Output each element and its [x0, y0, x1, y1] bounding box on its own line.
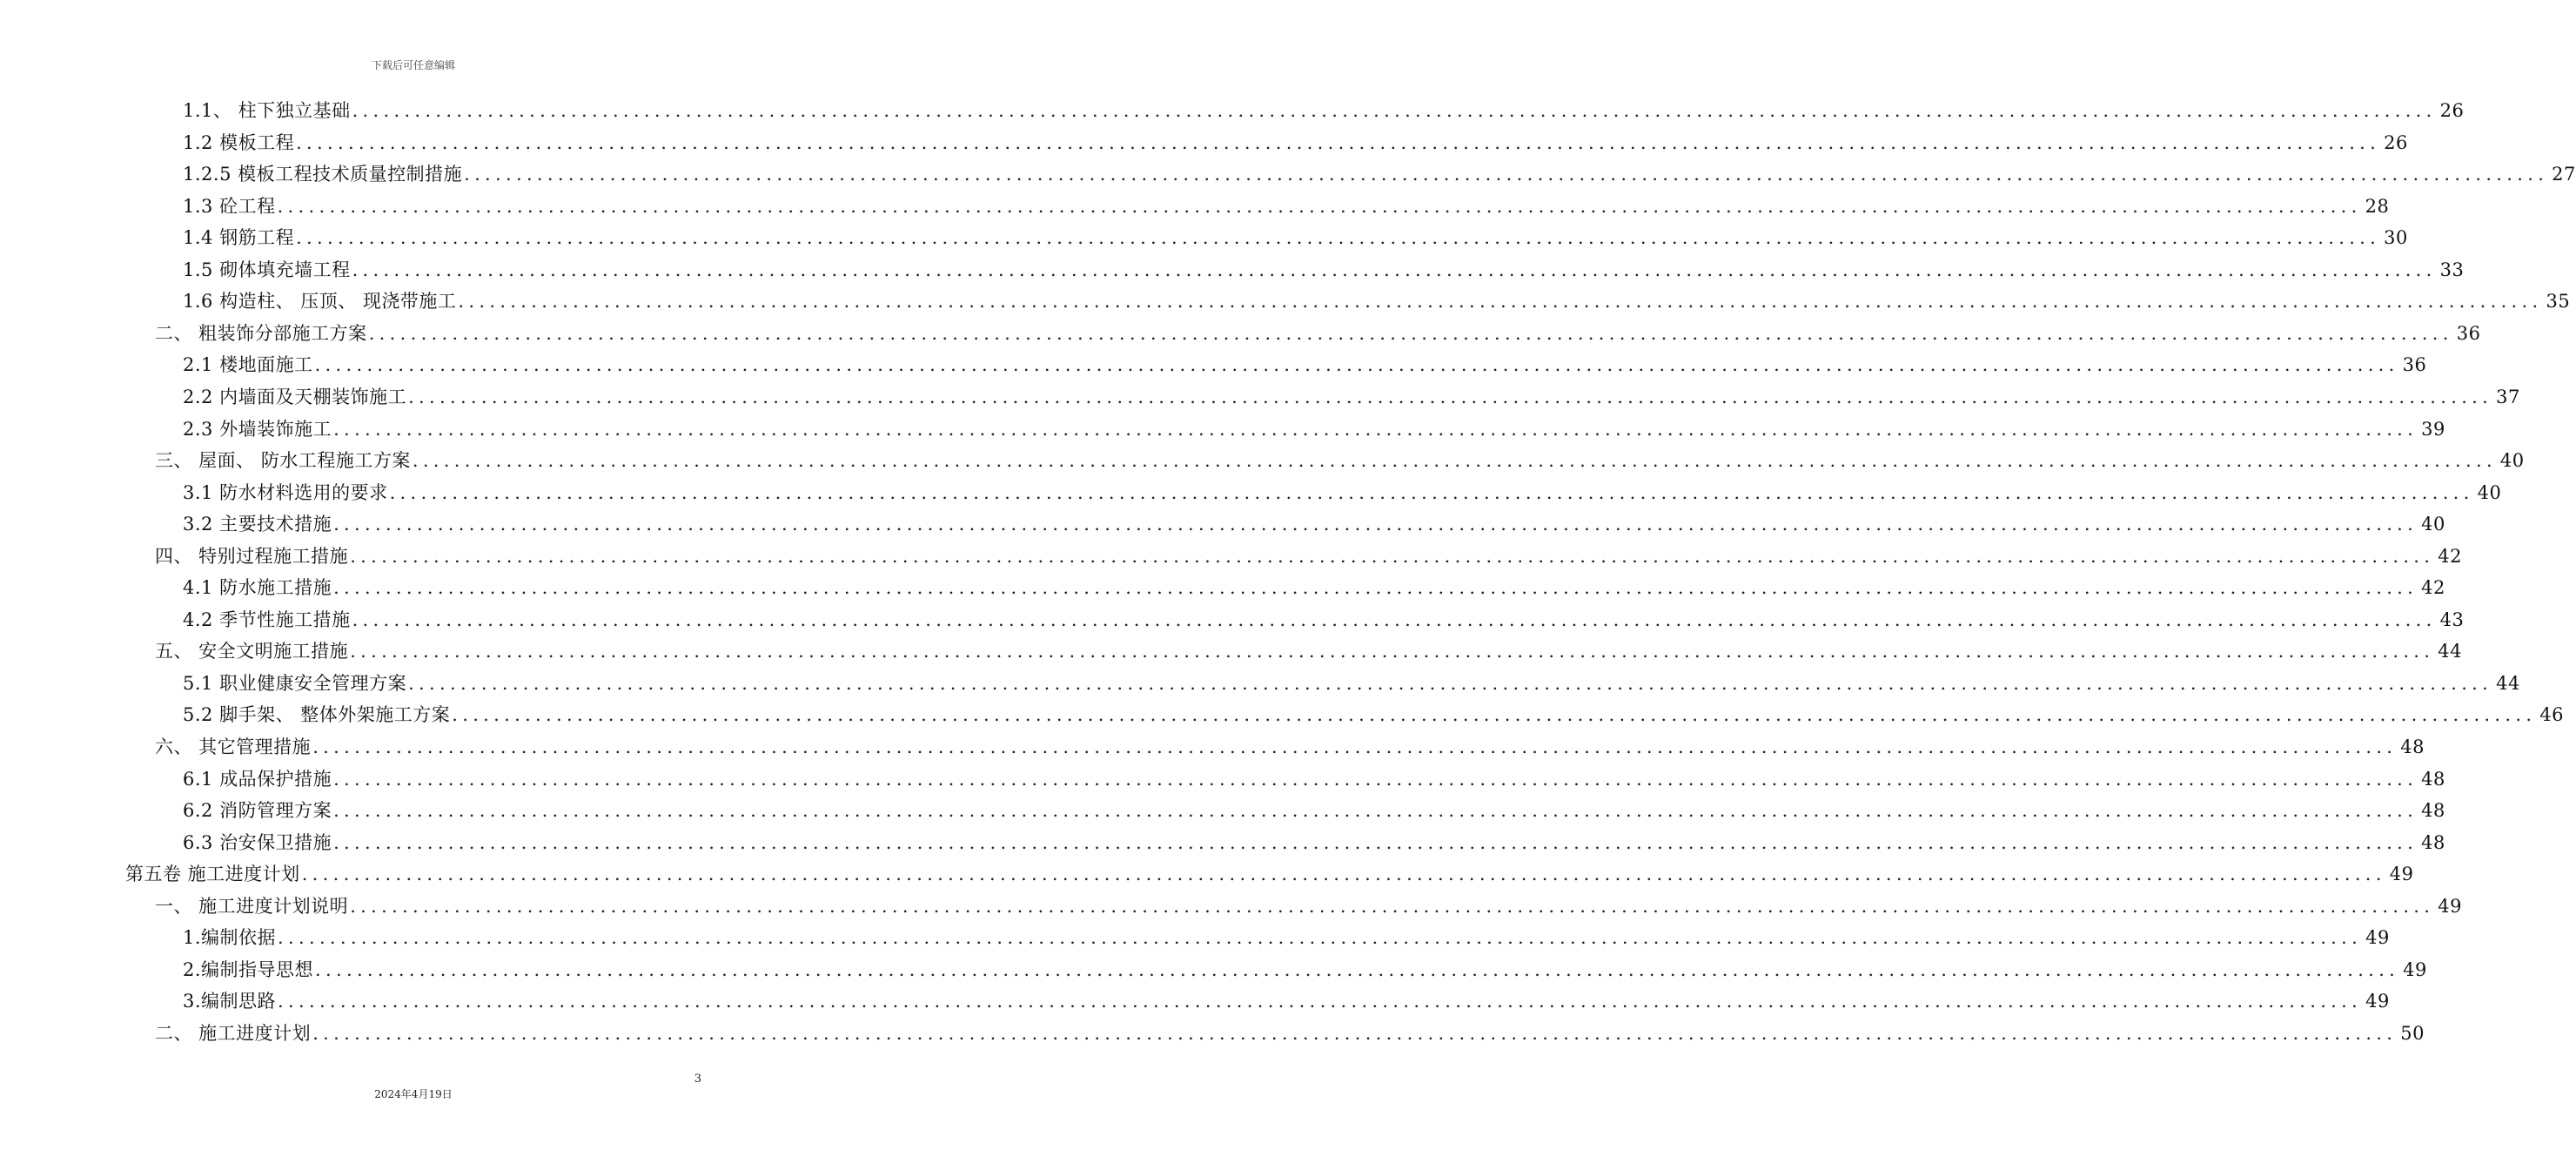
toc-entry: [183, 669, 2520, 696]
toc-entry-title: 5.1 职业健康安全管理方案: [183, 672, 407, 694]
toc-entry-page: 36: [2456, 322, 2481, 344]
toc-dot-leader: ........................................................................................................................................................................................................: [301, 864, 2386, 885]
toc-entry-page: 48: [2421, 800, 2445, 822]
toc-entry-page: 28: [2365, 195, 2390, 217]
toc-entry-page: 40: [2477, 481, 2502, 503]
toc-entry-page: 49: [2389, 864, 2414, 885]
toc-dot-leader: ........................................................................................................................................................................................................: [333, 514, 2418, 535]
toc-entry-title: 5.2 脚手架、 整体外架施工方案: [183, 704, 451, 726]
toc-entry: [155, 1019, 2425, 1046]
toc-entry-title: 二、 粗装饰分部施工方案: [155, 322, 367, 344]
toc-entry: [183, 574, 2445, 600]
toc-entry: [183, 924, 2390, 950]
toc-entry-page: 43: [2439, 609, 2465, 630]
toc-entry: [183, 510, 2445, 536]
toc-dot-leader: ........................................................................................................................................................................................................: [314, 354, 2399, 376]
toc-entry: [183, 797, 2445, 823]
toc-dot-leader: ........................................................................................................................................................................................................: [333, 577, 2418, 599]
toc-entry: [155, 319, 2481, 346]
toc-entry: [183, 224, 2408, 250]
toc-entry-title: 六、 其它管理措施: [155, 736, 312, 757]
toc-entry-page: 42: [2438, 545, 2462, 567]
toc-entry-title: 6.3 治安保卫措施: [183, 831, 332, 853]
toc-dot-leader: ........................................................................................................................................................................................................: [315, 958, 2400, 980]
toc-dot-leader: ........................................................................................................................................................................................................: [296, 227, 2381, 249]
toc-dot-leader: ........................................................................................................................................................................................................: [296, 131, 2381, 153]
toc-entry: [183, 192, 2390, 219]
toc-entry: [183, 351, 2427, 377]
toc-entry-page: 44: [2496, 672, 2520, 694]
toc-entry-title: 2.1 楼地面施工: [183, 354, 313, 376]
toc-entry-title: 1.2.5 模板工程技术质量控制措施: [183, 164, 463, 185]
toc-entry-page: 44: [2438, 641, 2462, 662]
toc-dot-leader: ........................................................................................................................................................................................................: [389, 481, 2474, 503]
toc-entry-page: 50: [2400, 1022, 2425, 1044]
toc-entry-title: 三、 屋面、 防水工程施工方案: [155, 450, 411, 472]
toc-entry: [155, 447, 2525, 473]
toc-dot-leader: ........................................................................................................................................................................................................: [312, 1022, 2398, 1044]
toc-entry: [183, 129, 2408, 155]
toc-dot-leader: ........................................................................................................................................................................................................: [350, 545, 2435, 567]
toc-dot-leader: ........................................................................................................................................................................................................: [333, 831, 2418, 853]
toc-entry-page: 49: [2365, 927, 2390, 949]
toc-dot-leader: ........................................................................................................................................................................................................: [464, 164, 2549, 185]
toc-entry-page: 40: [2421, 514, 2445, 535]
toc-entry-title: 1.3 砼工程: [183, 195, 276, 217]
toc-entry-title: 五、 安全文明施工措施: [155, 641, 349, 662]
toc-entry-page: 37: [2496, 386, 2520, 407]
toc-entry: [183, 701, 2565, 727]
toc-entry-page: 48: [2400, 736, 2425, 757]
toc-entry: [125, 860, 2414, 886]
page-footer-date: 2024年4月19日: [374, 1088, 453, 1100]
toc-entry: [183, 765, 2445, 791]
toc-entry-title: 6.1 成品保护措施: [183, 768, 332, 790]
toc-entry-page: 48: [2421, 768, 2445, 790]
toc-entry-page: 26: [2439, 100, 2465, 121]
toc-entry-title: 1.2 模板工程: [183, 131, 295, 153]
toc-dot-leader: ........................................................................................................................................................................................................: [312, 736, 2398, 757]
page-header: 下载后可任意编辑: [371, 59, 455, 71]
toc-entry: [183, 287, 2571, 313]
toc-entry-title: 四、 特别过程施工措施: [155, 545, 349, 567]
toc-dot-leader: ........................................................................................................................................................................................................: [452, 704, 2537, 726]
toc-entry-page: 48: [2421, 831, 2445, 853]
toc-entry-title: 第五卷 施工进度计划: [125, 864, 300, 885]
toc-dot-leader: ........................................................................................................................................................................................................: [333, 418, 2418, 440]
toc-entry-title: 二、 施工进度计划: [155, 1022, 312, 1044]
toc-entry-title: 3.编制思路: [183, 991, 277, 1012]
toc-entry-page: 36: [2402, 354, 2427, 376]
toc-dot-leader: ........................................................................................................................................................................................................: [278, 927, 2363, 949]
toc-dot-leader: ........................................................................................................................................................................................................: [352, 609, 2437, 630]
toc-entry: [155, 892, 2462, 918]
toc-entry-title: 2.编制指导思想: [183, 958, 314, 980]
toc-entry-title: 3.1 防水材料选用的要求: [183, 481, 388, 503]
toc-entry-title: 1.6 构造柱、 压顶、 现浇带施工: [183, 291, 457, 313]
toc-dot-leader: ........................................................................................................................................................................................................: [408, 672, 2493, 694]
toc-dot-leader: ........................................................................................................................................................................................................: [352, 259, 2437, 280]
toc-entry-title: 2.3 外墙装饰施工: [183, 418, 332, 440]
toc-dot-leader: ........................................................................................................................................................................................................: [278, 991, 2363, 1012]
toc-entry: [183, 256, 2465, 282]
toc-entry-page: 35: [2546, 291, 2571, 313]
toc-entry-title: 一、 施工进度计划说明: [155, 895, 349, 917]
toc-entry: [183, 829, 2445, 855]
toc-entry: [155, 542, 2462, 568]
toc-entry-title: 4.2 季节性施工措施: [183, 609, 351, 630]
toc-dot-leader: ........................................................................................................................................................................................................: [352, 100, 2437, 121]
toc-entry-title: 6.2 消防管理方案: [183, 800, 332, 822]
toc-dot-leader: ........................................................................................................................................................................................................: [277, 195, 2362, 217]
toc-entry-page: 40: [2499, 450, 2525, 472]
toc-entry: [155, 733, 2425, 759]
toc-entry: [183, 606, 2465, 632]
toc-entry: [183, 160, 2576, 186]
toc-entry-page: 49: [2365, 991, 2390, 1012]
toc-entry-title: 1.4 钢筋工程: [183, 227, 295, 249]
toc-dot-leader: ........................................................................................................................................................................................................: [412, 450, 2497, 472]
page-number: 3: [694, 1072, 701, 1086]
toc-entry-title: 1.5 砌体填充墙工程: [183, 259, 351, 280]
toc-entry-page: 46: [2539, 704, 2565, 726]
toc-entry: [155, 637, 2462, 663]
toc-entry-page: 33: [2439, 259, 2465, 280]
toc-dot-leader: ........................................................................................................................................................................................................: [350, 895, 2435, 917]
toc-dot-leader: ........................................................................................................................................................................................................: [408, 386, 2493, 407]
toc-dot-leader: ........................................................................................................................................................................................................: [368, 322, 2453, 344]
toc-dot-leader: ........................................................................................................................................................................................................: [458, 291, 2543, 313]
toc-dot-leader: ........................................................................................................................................................................................................: [333, 768, 2418, 790]
toc-entry-title: 3.2 主要技术措施: [183, 514, 332, 535]
toc-entry-title: 4.1 防水施工措施: [183, 577, 332, 599]
toc-entry: [183, 479, 2502, 505]
toc-entry-page: 39: [2421, 418, 2445, 440]
toc-entry-page: 27: [2552, 164, 2576, 185]
toc-dot-leader: ........................................................................................................................................................................................................: [350, 641, 2435, 662]
toc-entry-page: 42: [2421, 577, 2445, 599]
toc-entry: [183, 987, 2390, 1013]
toc-entry: [183, 383, 2520, 409]
toc-entry-title: 2.2 内墙面及天棚装饰施工: [183, 386, 407, 407]
toc-entry: [183, 415, 2445, 441]
toc-entry: [183, 97, 2465, 123]
toc-entry-title: 1.1、 柱下独立基础: [183, 100, 351, 121]
toc-entry-page: 26: [2384, 131, 2408, 153]
toc-entry-title: 1.编制依据: [183, 927, 277, 949]
toc-entry-page: 49: [2438, 895, 2462, 917]
toc-dot-leader: ........................................................................................................................................................................................................: [333, 800, 2418, 822]
toc-entry-page: 30: [2384, 227, 2408, 249]
toc-entry: [183, 956, 2427, 982]
toc-entry-page: 49: [2403, 958, 2427, 980]
